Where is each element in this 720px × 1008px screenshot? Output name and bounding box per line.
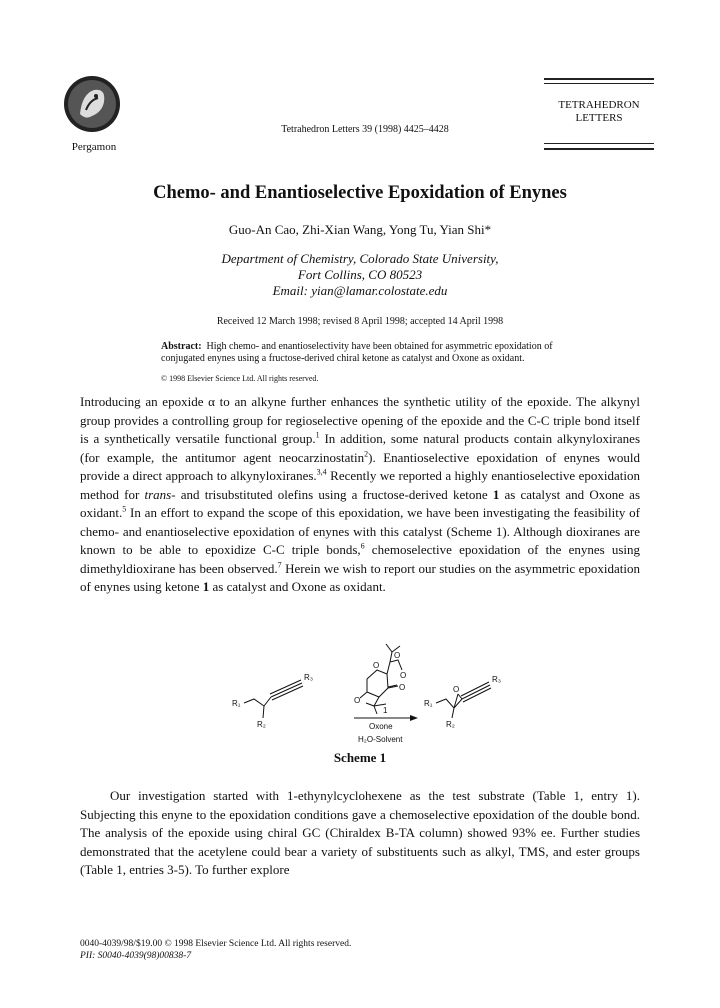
journal-title: TETRAHEDRON LETTERS: [558, 99, 640, 124]
oxidant-label: Oxone: [369, 722, 393, 731]
body-paragraph: Introducing an epoxide α to an alkyne further enhances the synthetic utility of the epoxide. The alkynyl group provides a controlling group for regioselective opening of the epoxide and the C-C triple bond itself is a synthetically versatile functional group.$^1$ In addition, some natural products contain alkynyloxiranes (for example, the antitumor agent neocarzinostatin$^2$). Enantioselective epoxidation of enynes would provide a direct approach to alkynyloxiranes.$^{3,4}$ Recently we reported a highly enantioselective epoxidation method for trans- and trisubstituted olefins using a fructose-derived ketone 1 as catalyst and Oxone as oxidant.$^5$ In an effort to expand the scope of this epoxidation, we have been investigating the feasibility of chemo- and enantioselective epoxidation of enynes with this catalyst (Scheme 1). Although dioxiranes are known to be able to epoxidize C-C triple bonds,$^6$ chemoselective epoxidation of the enynes using dimethyldioxirane has been observed.$^7$ Herein we wish to report our studies on the asymmetric epoxidation of enynes using ketone 1 as catalyst and Oxone as oxidant.: [80, 394, 641, 594]
solvent-label: H₂O-Solvent: [358, 735, 403, 744]
abstract-text: High chemo- and enantioselectivity have been obtained for asymmetric epoxidation of conjugated enynes using a fructose-derived chiral ketone as catalyst and Oxone as oxidant.: [161, 341, 553, 364]
received-dates: Received 12 March 1998; revised 8 April 1998; accepted 14 April 1998: [216, 316, 504, 327]
o-label: O: [394, 651, 401, 660]
r2-label: R₂: [446, 720, 455, 729]
o-label: O: [400, 671, 407, 680]
header-rule: [544, 83, 654, 84]
publisher-name: Pergamon: [71, 141, 117, 153]
affiliation: [0, 251, 720, 299]
authors: Guo-An Cao, Zhi-Xian Wang, Yong Tu, Yian Shi*: [228, 222, 492, 237]
journal-citation: Tetrahedron Letters 39 (1998) 4425–4428: [281, 124, 449, 135]
header-rule: [544, 78, 654, 80]
r3-label: R₃: [492, 675, 502, 684]
footer-copyright: 0040-4039/98/$19.00 © 1998 Elsevier Science Ltd. All rights reserved.: [80, 939, 352, 949]
footer: [80, 938, 351, 962]
abstract: [161, 341, 561, 364]
body-paragraph: Our investigation started with 1-ethynylcyclohexene as the test substrate (Table 1, entry 1). Subjecting this enyne to the epoxidation conditions gave a chemoselective epoxidation of the double bond. The analysis of the epoxide using chiral GC (Chiraldex B-TA column) showed 93% ee. Further studies demonstrated that the acetylene could bear a variety of substituents such as alkyl, TMS, and ester groups (Table 1, entries 3-5). To further explore: [80, 788, 640, 877]
r2-label: R₂: [257, 720, 266, 729]
epoxide-o-label: O: [453, 685, 460, 694]
scheme-caption: Scheme 1: [333, 750, 387, 765]
header-rule: [544, 148, 654, 150]
o-label: O: [399, 683, 406, 692]
pergamon-logo: [62, 74, 122, 134]
affiliation-line: Fort Collins, CO 80523: [297, 267, 423, 282]
abstract-label: Abstract:: [161, 341, 202, 352]
affiliation-line: Department of Chemistry, Colorado State University,: [221, 251, 499, 266]
o-label: O: [354, 696, 361, 705]
r1-label: R₁: [424, 699, 433, 708]
header-rule: [544, 143, 654, 144]
article-title: Chemo- and Enantioselective Epoxidation of Enynes: [153, 183, 567, 203]
r1-label: R₁: [232, 699, 241, 708]
o-label: O: [373, 661, 380, 670]
catalyst-number: 1: [383, 706, 388, 715]
abstract-copyright: © 1998 Elsevier Science Ltd. All rights reserved.: [161, 374, 319, 383]
r3-label: R₃: [304, 673, 314, 682]
scheme-1-diagram: [230, 630, 520, 745]
author-email: Email: yian@lamar.colostate.edu: [272, 283, 448, 298]
footer-pii: PII: S0040-4039(98)00838-7: [80, 951, 192, 961]
